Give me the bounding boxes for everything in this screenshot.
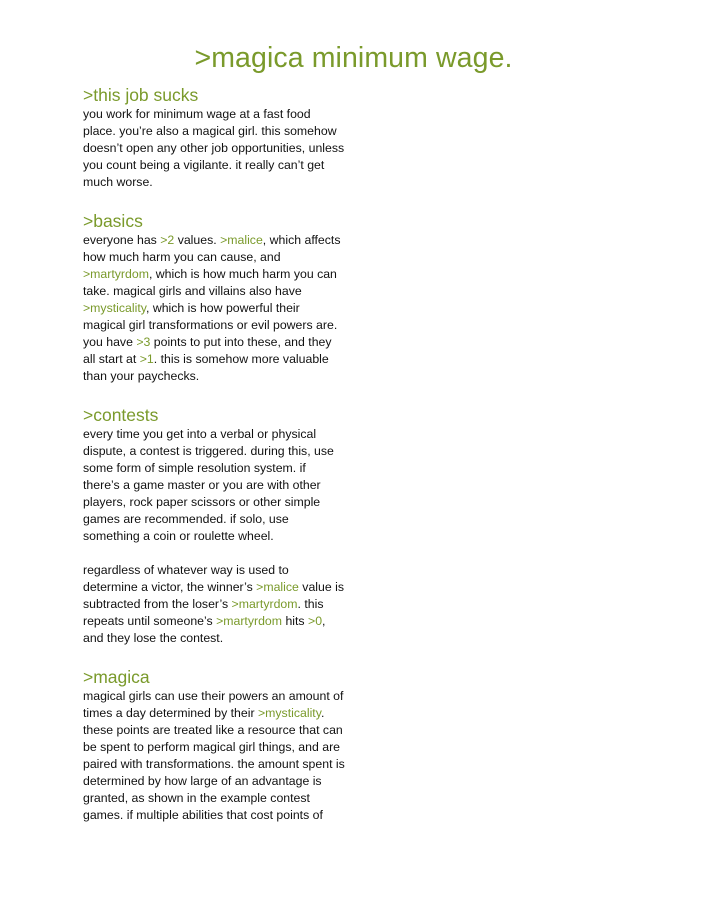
keyword: >martyrdom (231, 597, 298, 611)
section-heading: >contests (83, 405, 159, 425)
keyword: >2 (160, 233, 175, 247)
keyword: >martyrdom (216, 614, 283, 628)
section-basics (83, 210, 345, 385)
keyword: >mysticality (83, 301, 146, 315)
left-column (83, 84, 345, 824)
section-paragraph: every time you get into a verbal or physical dispute, a contest is triggered. during this, use some form of simple resolution system. if there’s a game master or you are with other players, rock paper scissors or other simple games are recommended. if solo, use something a coin or roulette wheel. (83, 427, 334, 543)
section-contests (83, 404, 345, 647)
section-paragraph: regardless of whatever way is used to determine a victor, the winner’s >malice value is subtracted from the loser’s >martyrdom. this repeats until someone’s >martyrdom hits >0, and they lose the contest. (83, 563, 344, 645)
keyword: >malice (220, 233, 263, 247)
section-this-job-sucks (83, 84, 345, 191)
keyword: >3 (136, 335, 151, 349)
section-paragraph: you work for minimum wage at a fast food place. you’re also a magical girl. this somehow doesn’t open any other job opportunities, unless you count being a vigilante. it really can’t get much worse. (83, 107, 345, 189)
keyword: >0 (308, 614, 323, 628)
keyword: >mysticality (257, 706, 321, 720)
keyword: >1 (139, 352, 154, 366)
keyword: >malice (256, 580, 299, 594)
section-paragraph: magical girls can use their powers an amount of times a day determined by their >mysticality. these points are treated like a resource that can be spent to perform magical girl things, and are paired with transformations. the amount spent is determined by how large of an advantage is granted, as shown in the example contest games. if multiple abilities that cost points of (83, 689, 345, 822)
page-title: >magica minimum wage. (194, 42, 513, 74)
section-heading: >this job sucks (83, 85, 199, 105)
section-heading: >magica (83, 667, 150, 687)
section-paragraph: everyone has >2 values. >malice, which affects how much harm you can cause, and >martyrdom, which is how much harm you can take. magical girls and villains also have >mysticality, which is how powerful their magical girl transformations or evil powers are. you have >3 points to put into these, and they all start at >1. this is somehow more valuable than your paychecks. (83, 233, 341, 383)
section-heading: >basics (83, 211, 143, 231)
section-magica (83, 666, 345, 824)
keyword: >martyrdom (83, 267, 149, 281)
